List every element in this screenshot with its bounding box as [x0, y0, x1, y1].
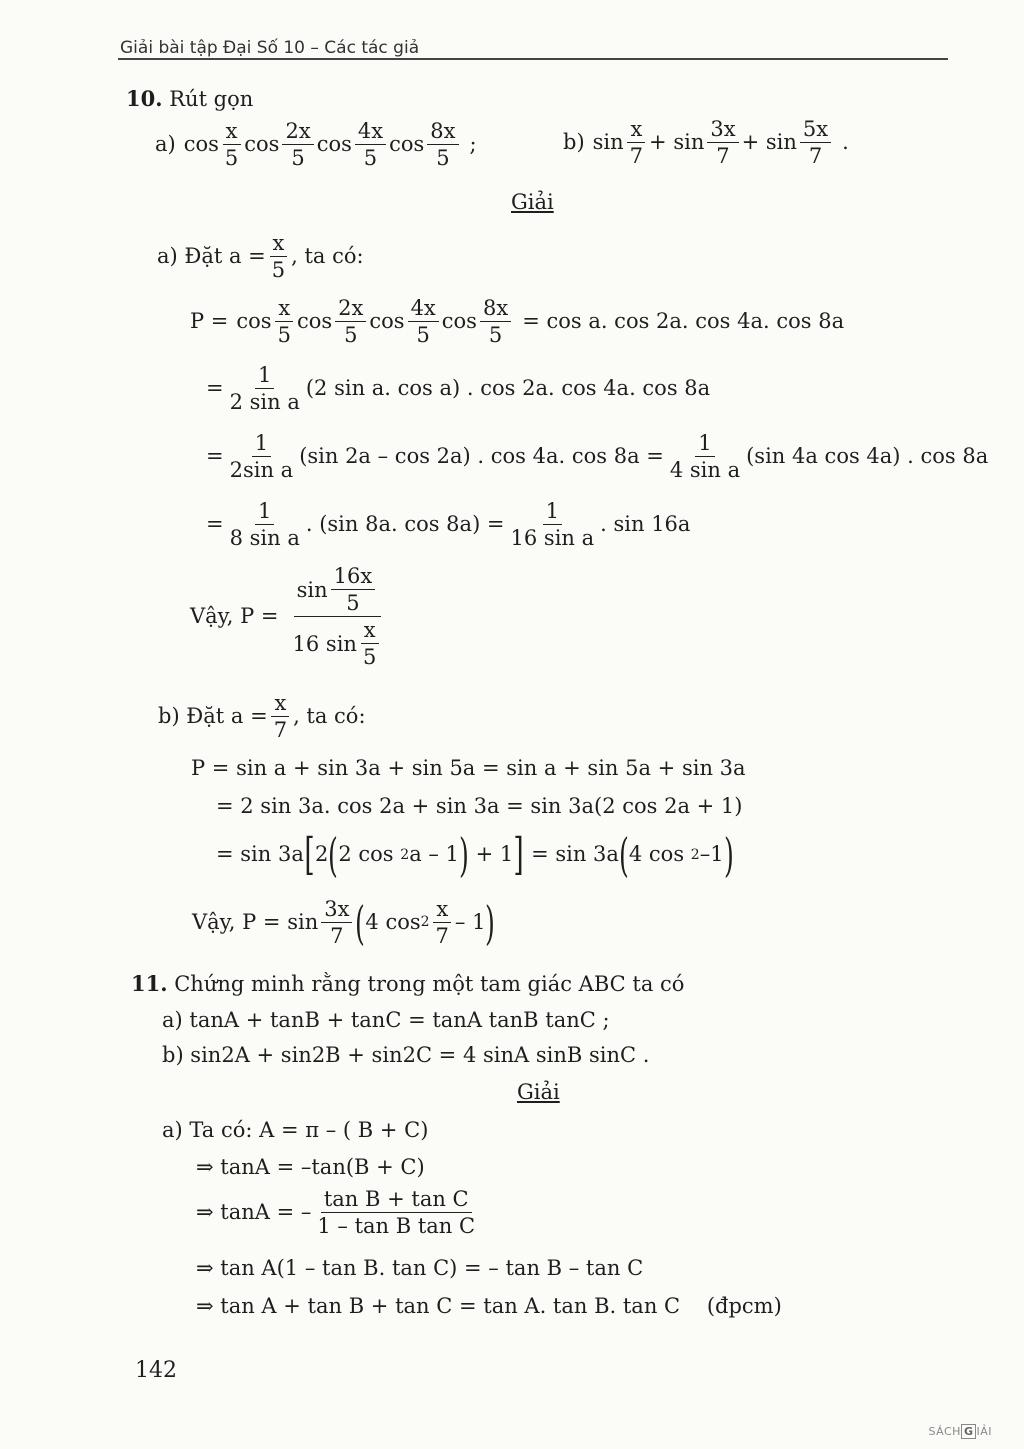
fraction-2x-5: $\frac{2x}{5}$	[335, 297, 366, 346]
ex10-solution-heading: Giải	[511, 190, 554, 214]
fraction-1-2sina: $\frac{1}{\text{2sin a}}$	[229, 431, 294, 483]
page-header: Giải bài tập Đại Số 10 – Các tác giả	[120, 38, 420, 58]
fraction-tan-sum: $\frac{\text{tan B + tan C}}{\text{1 – tan B tan C}}$	[317, 1187, 476, 1239]
fraction-2x-5: $\frac{2x}{5}$	[282, 120, 313, 169]
fraction-1-16sina: $\frac{1}{\text{16 sin a}}$	[510, 499, 595, 551]
ex11-problem-b: b) sin2A + sin2B + sin2C = 4 sinA sinB sinC .	[162, 1043, 650, 1067]
ex11-sol-line1: a) Ta có: A = π – ( B + C)	[162, 1118, 429, 1142]
publisher-logo: SÁCH G IẢI	[928, 1425, 992, 1438]
fraction-8x-5: $\frac{8x}{5}$	[427, 120, 458, 169]
ex10-title: Rút gọn	[169, 87, 254, 111]
fraction-3x-7: $\frac{3x}{7}$	[321, 898, 352, 947]
ex10-number: 10.	[126, 86, 163, 111]
fraction-x-7: $\frac{x}{7}$	[271, 692, 290, 741]
cos-text: cos	[389, 131, 425, 156]
page-number: 142	[135, 1358, 177, 1383]
ex11-number: 11.	[131, 971, 168, 996]
ex10-problem-a	[155, 120, 477, 169]
fraction-1-8sina: $\frac{1}{\text{8 sin a}}$	[229, 499, 300, 551]
ex11-sol-line3: ⇒ tanA = – $\frac{\text{tan B + tan C}}{\text{1 – tan B tan C}}$	[196, 1188, 481, 1237]
sol-b-conclusion: Vậy, P = sin $\frac{3x}{7}$ ( 4 cos 2 $\frac{x}{7}$ – 1 )	[192, 895, 496, 950]
label-b: b)	[563, 129, 585, 154]
fraction-x-5: $\frac{x}{5}$	[222, 120, 241, 169]
sol-a-conclusion: Vậy, P = sin $\frac{16x}{5}$ 16 sin $\frac{x}{5}$	[190, 565, 388, 668]
label-a: a)	[155, 131, 176, 156]
fraction-1-4sina: $\frac{1}{\text{4 sin a}}$	[669, 431, 741, 483]
ex10-problem-b: b) sin $\frac{x}{7}$ + sin $\frac{3x}{7}$ + sin $\frac{5x}{7}$ .	[563, 117, 849, 169]
ex11-heading	[131, 971, 684, 997]
sol-b-setup: b) Đặt a = $\frac{x}{7}$ , ta có:	[158, 691, 366, 743]
ex11-sol-line5: ⇒ tan A + tan B + tan C = tan A. tan B. tan C (đpcm)	[196, 1294, 782, 1318]
fraction-4x-5: $\frac{4x}{5}$	[355, 120, 386, 169]
semicolon: ;	[469, 131, 477, 156]
sol-a-setup: a) Đặt a = $\frac{x}{5}$ , ta có:	[157, 231, 364, 283]
fraction-x-5: $\frac{x}{5}$	[269, 232, 288, 281]
fraction-8x-5: $\frac{8x}{5}$	[480, 297, 511, 346]
fraction-4x-5: $\frac{4x}{5}$	[408, 297, 439, 346]
fraction-1-2sina: $\frac{1}{\text{2 sin a}}$	[229, 363, 300, 415]
ex11-solution-heading: Giải	[517, 1080, 560, 1104]
cos-text: cos	[316, 131, 352, 156]
sol-a-line2: = $\frac{1}{\text{2 sin a}}$ (2 sin a. cos a) . cos 2a. cos 4a. cos 8a	[206, 363, 711, 415]
fraction-3x-7: $\frac{3x}{7}$	[707, 118, 738, 167]
ex11-sol-line2: ⇒ tanA = –tan(B + C)	[196, 1155, 425, 1179]
sin-text: sin	[592, 129, 624, 154]
sol-b-line2: = 2 sin 3a. cos 2a + sin 3a = sin 3a(2 cos 2a + 1)	[216, 794, 743, 818]
sol-b-line3: = sin 3a [ 2 ( 2 cos 2 a – 1 ) + 1 ] = sin 3a ( 4 cos 2 –1 )	[216, 828, 734, 882]
sol-a-line1: P = cos $\frac{x}{5}$ cos $\frac{2x}{5}$ cos $\frac{4x}{5}$ cos $\frac{8x}{5}$ = cos a. cos 2a. cos 4a. cos 8a	[190, 296, 845, 348]
cos-text: cos	[244, 131, 280, 156]
ex11-title: Chứng minh rằng trong một tam giác ABC ta có	[174, 972, 685, 996]
fraction-x-7: $\frac{x}{7}$	[627, 118, 646, 167]
ex11-problem-a: a) tanA + tanB + tanC = tanA tanB tanC ;	[162, 1008, 610, 1032]
sol-b-line1: P = sin a + sin 3a + sin 5a = sin a + sin 5a + sin 3a	[191, 756, 746, 780]
fraction-x-7: $\frac{x}{7}$	[433, 898, 452, 947]
fraction-conclusion: sin $\frac{16x}{5}$ 16 sin $\frac{x}{5}$	[290, 565, 386, 668]
header-rule	[118, 58, 948, 60]
ex10-heading	[126, 86, 253, 112]
fraction-x-5: $\frac{x}{5}$	[275, 297, 294, 346]
sol-a-line3: = $\frac{1}{\text{2sin a}}$ (sin 2a – cos 2a) . cos 4a. cos 8a = $\frac{1}{\text{4 sin a}}$ (sin 4a cos 4a) . cos 8a	[206, 431, 989, 483]
cos-text: cos	[183, 131, 219, 156]
ex11-sol-line4: ⇒ tan A(1 – tan B. tan C) = – tan B – tan C	[196, 1256, 644, 1280]
sol-a-line4: = $\frac{1}{\text{8 sin a}}$ . (sin 8a. cos 8a) = $\frac{1}{\text{16 sin a}}$ . sin 16a	[206, 499, 691, 551]
dpcm-note: (đpcm)	[706, 1294, 782, 1318]
fraction-5x-7: $\frac{5x}{7}$	[800, 118, 831, 167]
